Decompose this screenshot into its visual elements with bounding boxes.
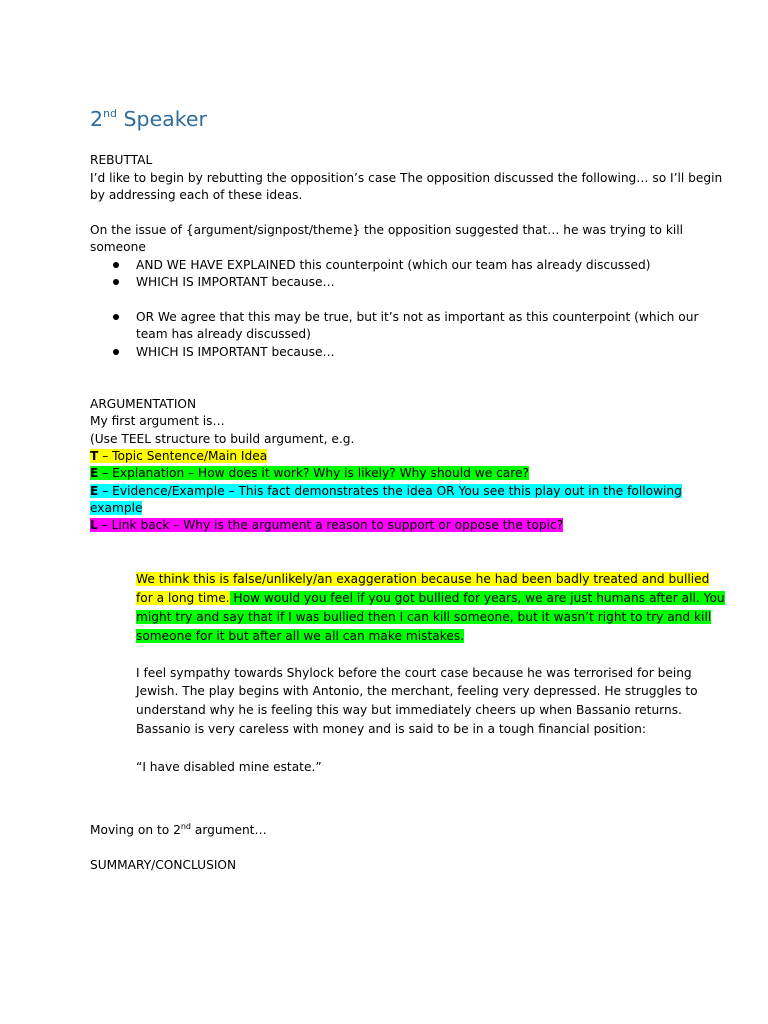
teel-e2-line2 xyxy=(90,500,142,518)
teel-e1-letter: E xyxy=(90,466,99,480)
teel-e2-text: – Evidence/Example – This fact demonstrates the idea OR You see this play out in the following xyxy=(98,484,682,498)
body-p1-line1-text: We think this is false/unlikely/an exaggeration because he had been badly treated and bullied xyxy=(136,572,710,586)
bullet-dot xyxy=(113,349,119,355)
argumentation-label: ARGUMENTATION xyxy=(90,397,197,411)
moving-sup: nd xyxy=(180,822,191,831)
body-p1-line4-text: someone for it but after all we all can make mistakes. xyxy=(136,629,465,643)
body-p1-line2-yellow: for a long time. xyxy=(136,591,230,605)
moving-on-line xyxy=(90,822,267,840)
teel-l-letter: L xyxy=(90,518,98,532)
moving-post: argument… xyxy=(190,823,267,837)
teel-e2-text2: example xyxy=(90,501,143,515)
body-p1-line2-green: How would you feel if you got bullied for years, we are just humans after all. You xyxy=(229,591,725,605)
teel-t-letter: T xyxy=(90,449,99,463)
bullet-item: WHICH IS IMPORTANT because… xyxy=(136,275,335,289)
teel-e2-line xyxy=(90,483,682,501)
rebuttal-intro-line2: by addressing each of these ideas. xyxy=(90,188,303,202)
teel-t-line xyxy=(90,448,267,466)
issue-line1: On the issue of {argument/signpost/theme} the opposition suggested that… he was trying to kill xyxy=(90,223,684,237)
bullet-item: AND WE HAVE EXPLAINED this counterpoint (which our team has already discussed) xyxy=(136,258,651,272)
rebuttal-label: REBUTTAL xyxy=(90,153,153,167)
body-p2-line3: understand why he is feeling this way but immediately cheers up when Bassanio returns. xyxy=(136,703,682,717)
bullet-dot xyxy=(113,279,119,285)
teel-e1-text: – Explanation – How does it work? Why is likely? Why should we care? xyxy=(98,466,529,480)
body-p1-line2 xyxy=(136,590,725,608)
bullet-item-continued: team has already discussed) xyxy=(136,327,311,341)
body-p2-line2: Jewish. The play begins with Antonio, the merchant, feeling very depressed. He struggles to xyxy=(136,684,698,698)
teel-intro: (Use TEEL structure to build argument, e.g. xyxy=(90,432,355,446)
body-p2-line4: Bassanio is very careless with money and is said to be in a tough financial position: xyxy=(136,722,646,736)
body-quote: “I have disabled mine estate.” xyxy=(136,760,322,774)
body-p1-line3-text: might try and say that if I was bullied then I can kill someone, but it wasn’t right to try and kill xyxy=(136,610,712,624)
bullet-item: WHICH IS IMPORTANT because… xyxy=(136,345,335,359)
moving-pre: Moving on to 2 xyxy=(90,823,181,837)
teel-t-text: – Topic Sentence/Main Idea xyxy=(98,449,268,463)
body-p1-line3 xyxy=(136,609,711,627)
page-title xyxy=(90,104,207,134)
first-argument: My first argument is… xyxy=(90,414,225,428)
bullet-item: OR We agree that this may be true, but it’s not as important as this counterpoint (which our xyxy=(136,310,699,324)
title-text: Speaker xyxy=(123,107,207,131)
issue-line2: someone xyxy=(90,240,146,254)
teel-l-text: – Link back – Why is the argument a reason to support or oppose the topic? xyxy=(97,518,564,532)
body-p1-line1 xyxy=(136,571,709,589)
teel-e2-letter: E xyxy=(90,484,99,498)
bullet-dot xyxy=(113,314,119,320)
teel-e1-line xyxy=(90,465,529,483)
teel-l-line xyxy=(90,517,563,535)
bullet-dot xyxy=(113,262,119,268)
rebuttal-intro-line1: I’d like to begin by rebutting the opposition’s case The opposition discussed the following… so I’ll begin xyxy=(90,171,723,185)
body-p2-line1: I feel sympathy towards Shylock before the court case because he was terrorised for being xyxy=(136,666,692,680)
body-p1-line4 xyxy=(136,628,464,646)
title-superscript: nd xyxy=(103,107,118,120)
summary-label: SUMMARY/CONCLUSION xyxy=(90,858,237,872)
title-number: 2 xyxy=(90,107,104,131)
